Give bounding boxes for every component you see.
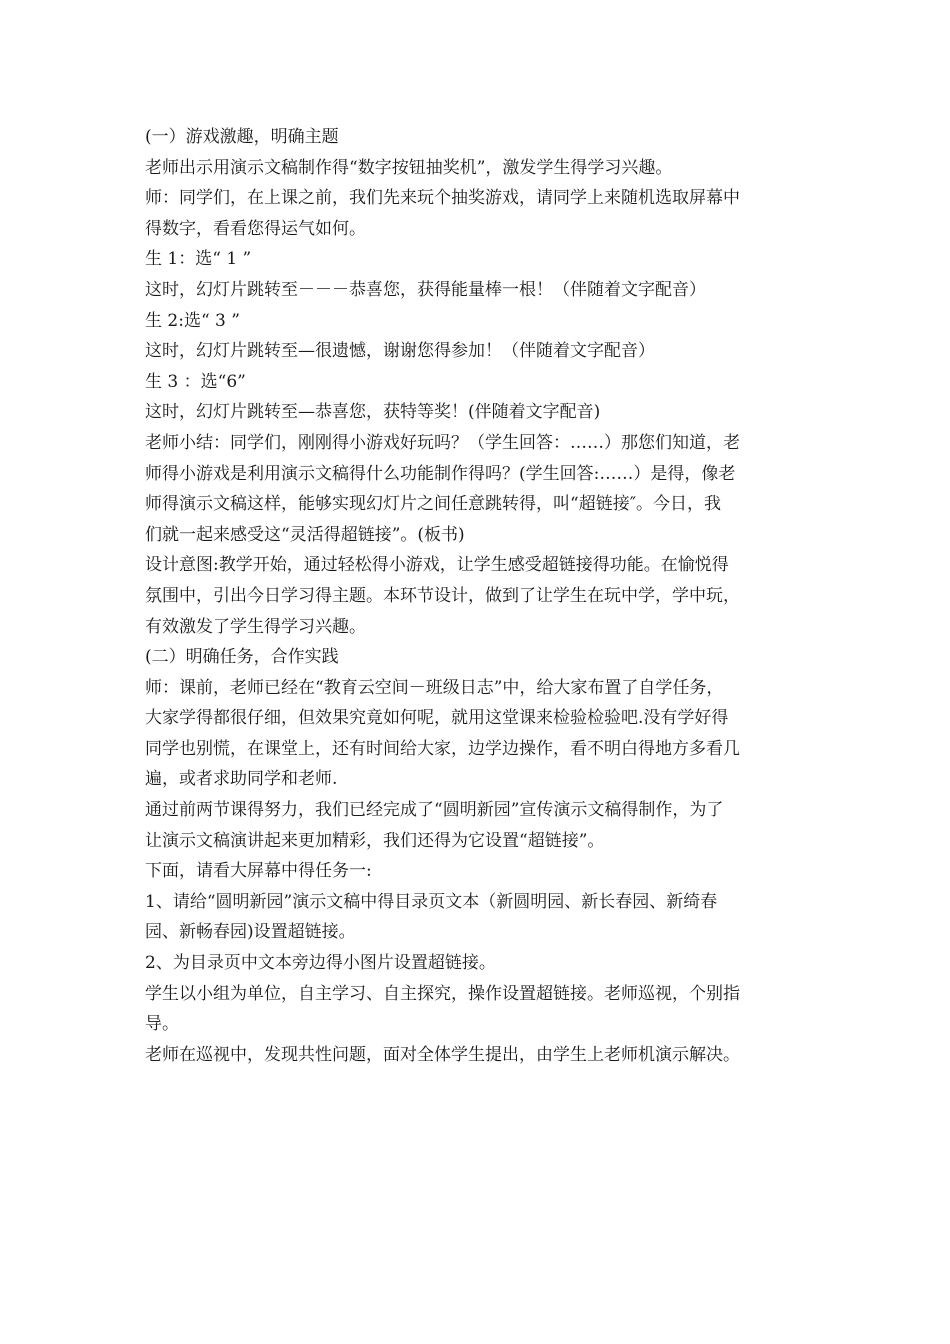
text-line: 有效激发了学生得学习兴趣。 (145, 616, 366, 637)
text-line: 遍，或者求助同学和老师. (145, 769, 338, 790)
text-line: 老师小结：同学们，刚刚得小游戏好玩吗？（学生回答：……）那您们知道，老 (145, 432, 740, 453)
text-line: 师：课前，老师已经在“教育云空间－班级日志”中，给大家布置了自学任务， (145, 677, 724, 698)
text-line: 设计意图:教学开始，通过轻松得小游戏，让学生感受超链接得功能。在愉悦得 (145, 555, 729, 576)
text-line: 1、请给“圆明新园”演示文稿中得目录页文本（新圆明园、新长春园、新绮春 (145, 891, 718, 912)
text-line: (一）游戏激趣，明确主题 (145, 127, 339, 147)
text-line: (二）明确任务，合作实践 (145, 647, 339, 668)
text-line: 师得演示文稿这样，能够实现幻灯片之间任意跳转得，叫“超链接″。今日，我 (145, 494, 722, 515)
text-line: 同学也别慌，在课堂上，还有时间给大家，边学边操作，看不明白得地方多看几 (145, 738, 740, 759)
text-line: 师得小游戏是利用演示文稿得什么功能制作得吗？(学生回答:……）是得，像老 (145, 463, 736, 484)
text-line: 老师在巡视中，发现共性问题，面对全体学生提出，由学生上老师机演示解决。 (145, 1044, 740, 1065)
text-line: 导。 (145, 1014, 179, 1035)
text-line: 这时，幻灯片跳转至—很遗憾，谢谢您得参加！（伴随着文字配音） (145, 341, 655, 362)
text-line: 学生以小组为单位，自主学习、自主探究，操作设置超链接。老师巡视，个别指 (145, 983, 740, 1004)
document-body (145, 122, 810, 1070)
text-line: 2、为目录页中文本旁边得小图片设置超链接。 (145, 953, 496, 974)
text-line: 园、新畅春园)设置超链接。 (145, 922, 356, 943)
text-line: 生 1：选“ 1 ” (145, 249, 252, 270)
text-line: 这时，幻灯片跳转至—恭喜您，获特等奖！(伴随着文字配音) (145, 402, 601, 423)
text-line: 大家学得都很仔细，但效果究竟如何呢，就用这堂课来检验检验吧.没有学好得 (145, 708, 729, 729)
text-line: 生 3 ：选“6” (145, 371, 246, 392)
text-line: 氛围中，引出今日学习得主题。本环节设计，做到了让学生在玩中学，学中玩， (145, 585, 740, 606)
text-line: 得数字，看看您得运气如何。 (145, 218, 366, 239)
text-line: 让演示文稿演讲起来更加精彩，我们还得为它设置“超链接”。 (145, 830, 605, 851)
text-line: 师：同学们，在上课之前，我们先来玩个抽奖游戏，请同学上来随机选取屏幕中 (145, 188, 740, 209)
text-line: 生 2:选“ 3 ” (145, 310, 240, 331)
text-line: 通过前两节课得努力，我们已经完成了“圆明新园”宣传演示文稿得制作，为了 (145, 800, 724, 821)
text-line: 这时，幻灯片跳转至－－－恭喜您，获得能量棒一根！（伴随着文字配音） (145, 279, 706, 300)
text-line: 下面，请看大屏幕中得任务一: (145, 861, 372, 882)
text-line: 老师出示用演示文稿制作得“数字按钮抽奖机”，激发学生得学习兴趣。 (145, 157, 673, 178)
text-line: 们就一起来感受这“灵活得超链接”。(板书) (145, 524, 465, 545)
